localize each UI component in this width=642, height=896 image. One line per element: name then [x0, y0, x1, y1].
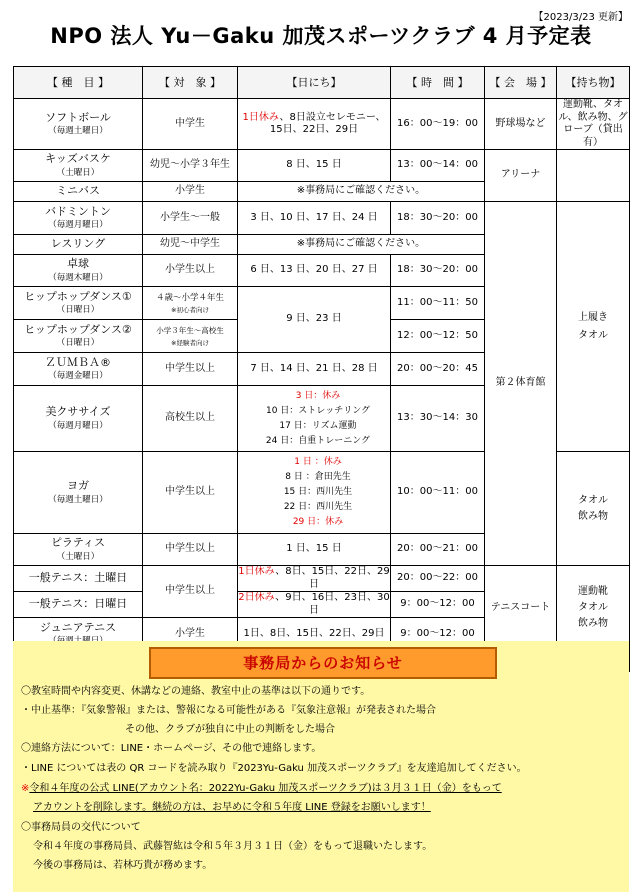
notice-line: 今後の事務局は、若林巧貴が務めます。 [33, 860, 213, 871]
time-cell: 11：00～11：50 [391, 287, 485, 320]
notice-line: 〇事務局員の交代について [21, 822, 141, 833]
dates-cell: 1日休み、8日設立セレモニー、15日、22日、29日 [238, 99, 391, 150]
venue-cell: 第２体育館 [485, 202, 557, 566]
target-cell: 中学生 [143, 99, 238, 150]
venue-cell: テニスコート [485, 566, 557, 651]
items-cell: 上履き タオル [557, 202, 630, 452]
table-row [14, 566, 630, 592]
notice-line: 令和４年度の事務局員、武藤智紘は令和５年３月３１日（金）をもって退職いたします。 [33, 841, 433, 852]
notice-line: ※令和４年度の公式 LINE(アカウント名：2022Yu-Gaku 加茂スポーツクラブ)は３月３１日（金）をもって [21, 783, 502, 794]
event-cell: 一般テニス：土曜日 [14, 566, 143, 592]
dates-cell: 3 日、10 日、17 日、24 日 [238, 202, 391, 235]
event-cell: ピラティス （土曜日） [14, 534, 143, 566]
time-cell: 20：00～20：45 [391, 353, 485, 386]
update-date: 【2023/3/23 更新】 [533, 12, 628, 23]
table-row [14, 99, 630, 150]
dates-cell: 1日休み、8日、15日、22日、29日 [238, 566, 390, 590]
event-cell: 一般テニス：日曜日 [14, 592, 143, 618]
time-cell: 18：30～20：00 [391, 255, 485, 287]
venue-cell: アリーナ [485, 150, 557, 202]
event-cell: キッズバスケ （土曜日） [14, 150, 143, 182]
event-cell: ジュニアテニス [14, 618, 143, 651]
items-cell: タオル 飲み物 [557, 452, 630, 566]
notice-line: 〇連絡方法について：LINE・ホームページ、その他で連絡します。 [21, 743, 322, 754]
target-cell: 高校生以上 [143, 386, 238, 452]
dates-cell: 8 日、15 日 [238, 150, 391, 182]
time-cell: 20：00～22：00 [391, 566, 485, 592]
target-cell: 中学生以上 [143, 534, 238, 566]
event-cell: 卓球 （毎週木曜日） [14, 255, 143, 287]
page-title: NPO 法人 Yu－Gaku 加茂スポーツクラブ 4 月予定表 [50, 24, 592, 48]
header-target: 【 対 象 】 [143, 67, 238, 99]
target-cell: 小学３年生～高校生 ※経験者向け [143, 320, 238, 353]
notice-line: 〇教室時間や内容変更、休講などの連絡、教室中止の基準は以下の通りです。 [21, 686, 371, 697]
target-cell: 中学生以上 [143, 452, 238, 534]
header-dates: 【日にち】 [238, 67, 391, 99]
event-cell: ヨガ （毎週土曜日） [14, 452, 143, 534]
items-cell: 運動靴 タオル 飲み物 [557, 566, 630, 651]
time-cell: 16：00～19：00 [391, 99, 485, 150]
schedule-table [13, 66, 630, 672]
header-venue: 【 会 場 】 [485, 67, 557, 99]
event-cell: 美クササイズ （毎週月曜日） [14, 386, 143, 452]
notice-line: ・LINE については表の QR コードを読み取り『2023Yu-Gaku 加茂スポーツクラブ』を友達追加してください。 [21, 763, 527, 774]
time-cell: 10：00～11：00 [391, 452, 485, 534]
time-cell: 18：30～20：00 [391, 202, 485, 235]
items-cell: 運動靴、タオル、飲み物、グローブ（貸出有） [558, 99, 628, 148]
target-cell: 小学生以上 [143, 255, 238, 287]
time-cell: 9：00～12：00 [391, 618, 485, 651]
notice-line: その他、クラブが独自に中止の判断をした場合 [125, 724, 335, 735]
event-cell: レスリング [14, 235, 143, 255]
event-cell: バドミントン （毎週月曜日） [14, 202, 143, 235]
dates-cell: 1 日、15 日 [238, 534, 391, 566]
target-cell: 小学生 [143, 618, 238, 651]
dates-cell: 3 日：休み 10 日：ストレッチリング 17 日：リズム運動 24 日：自重トレーニング [238, 386, 391, 452]
event-cell: ミニバス [14, 182, 143, 202]
table-row [14, 202, 630, 235]
dates-cell: ※事務局にご確認ください。 [238, 235, 485, 255]
target-cell: 中学生以上 [143, 566, 238, 618]
event-cell: ヒップホップダンス② （日曜日） [14, 320, 143, 353]
target-cell: 小学生 [143, 182, 238, 202]
dates-cell: 9 日、23 日 [238, 287, 391, 353]
header-items: 【持ち物】 [557, 67, 630, 99]
target-cell: 幼児～中学生 [143, 235, 238, 255]
target-cell: ４歳～小学４年生 ※初心者向け [143, 287, 238, 320]
header-event: 【 種 目 】 [14, 67, 143, 99]
dates-cell: 1 日 ：休み 8 日 ：倉田先生 15 日：西川先生 22 日：西川先生 29 日：休み [238, 452, 391, 534]
event-cell: ＺＵＭＢＡ® （毎週金曜日） [14, 353, 143, 386]
dates-cell: 2日休み、9日、16日、23日、30日 [238, 592, 390, 616]
dates-cell: ※事務局にご確認ください。 [238, 182, 485, 202]
event-cell: ソフトボール （毎週土曜日） [14, 99, 143, 150]
dates-cell: 7 日、14 日、21 日、28 日 [238, 353, 391, 386]
notice-line: アカウントを削除します。継続の方は、お早めに令和５年度 LINE 登録をお願いします！ [33, 802, 431, 813]
time-cell: 12：00～12：50 [391, 320, 485, 353]
venue-cell: 野球場など [485, 99, 557, 150]
notice-line: ・中止基準：『気象警報』または、警報になる可能性がある『気象注意報』が発表された場合 [21, 705, 436, 716]
notice-box [13, 641, 629, 892]
notice-heading: 事務局からのお知らせ [149, 647, 497, 679]
target-cell: 幼児～小学３年生 [143, 150, 238, 182]
items-cell [557, 150, 630, 202]
header-time: 【 時 間 】 [391, 67, 485, 99]
event-cell: ヒップホップダンス① （日曜日） [14, 287, 143, 320]
table-row [14, 150, 630, 182]
time-cell: 20：00～21：00 [391, 534, 485, 566]
dates-cell: 1日、8日、15日、22日、29日 [238, 618, 391, 651]
time-cell: 13：30～14：30 [391, 386, 485, 452]
target-cell: 小学生～一般 [143, 202, 238, 235]
dates-cell: 6 日、13 日、20 日、27 日 [238, 255, 391, 287]
time-cell: 9：00～12：00 [391, 592, 485, 618]
header-row [14, 67, 630, 99]
time-cell: 13：00～14：00 [391, 150, 485, 182]
target-cell: 中学生以上 [143, 353, 238, 386]
